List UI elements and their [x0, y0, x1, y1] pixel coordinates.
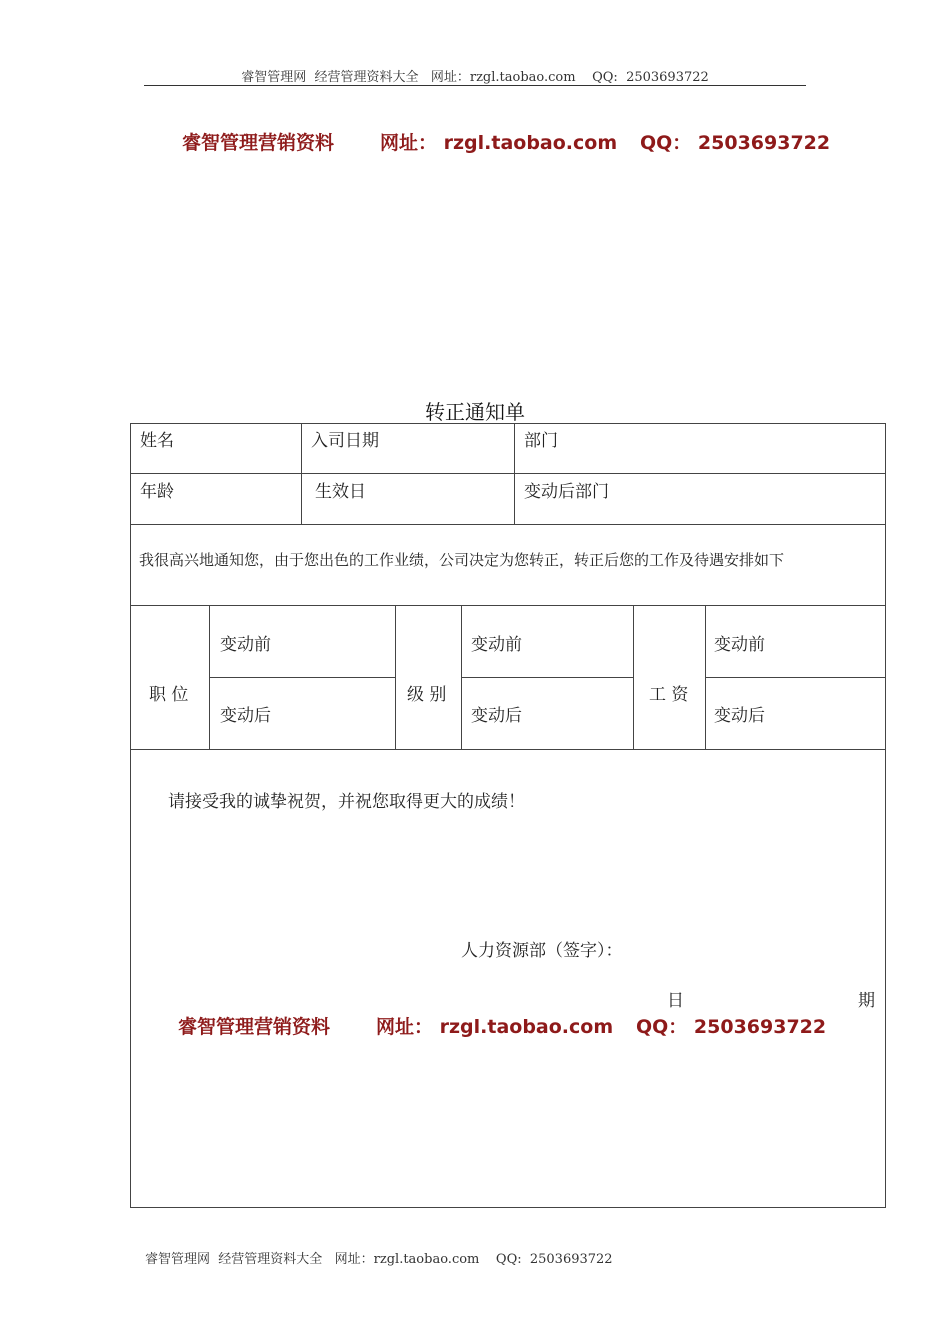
header-rule	[144, 85, 806, 86]
position-before: 变动前	[220, 635, 271, 655]
label-join-date: 入司日期	[311, 431, 379, 451]
watermark-name-top: 睿智管理营销资料	[182, 132, 335, 154]
watermark-url-top: 网址： rzgl.taobao.com	[380, 132, 618, 154]
level-after: 变动后	[471, 706, 522, 726]
watermark-qq-top: QQ： 2503693722	[640, 132, 831, 154]
date-label-left: 日	[667, 991, 684, 1011]
watermark-url-bottom: 网址： rzgl.taobao.com	[376, 1016, 614, 1038]
notice-text: 我很高兴地通知您，由于您出色的工作业绩，公司决定为您转正，转正后您的工作及待遇安排如下	[139, 551, 785, 569]
level-before: 变动前	[471, 635, 522, 655]
label-age: 年龄	[140, 482, 174, 502]
salary-before: 变动前	[714, 635, 765, 655]
watermark-qq-bottom: QQ： 2503693722	[636, 1016, 827, 1038]
label-effective-date: 生效日	[315, 482, 366, 502]
label-new-dept: 变动后部门	[524, 482, 609, 502]
watermark-name-bottom: 睿智管理营销资料	[178, 1016, 331, 1038]
label-name: 姓名	[140, 431, 174, 451]
label-dept: 部门	[524, 431, 558, 451]
form-title: 转正通知单	[425, 400, 525, 424]
position-after: 变动后	[220, 706, 271, 726]
label-position: 职 位	[149, 685, 189, 705]
salary-after: 变动后	[714, 706, 765, 726]
page-header-text: 睿智管理网 经营管理资料大全 网址：rzgl.taobao.com QQ: 2503693722	[241, 70, 709, 85]
page-footer-text: 睿智管理网 经营管理资料大全 网址：rzgl.taobao.com QQ: 2503693722	[145, 1252, 613, 1267]
label-level: 级 别	[407, 685, 447, 705]
date-label-right: 期	[858, 991, 875, 1011]
signature-label: 人力资源部（签字）：	[461, 941, 623, 961]
congrats-text: 请接受我的诚挚祝贺，并祝您取得更大的成绩！	[168, 792, 525, 812]
label-salary: 工 资	[649, 685, 689, 705]
